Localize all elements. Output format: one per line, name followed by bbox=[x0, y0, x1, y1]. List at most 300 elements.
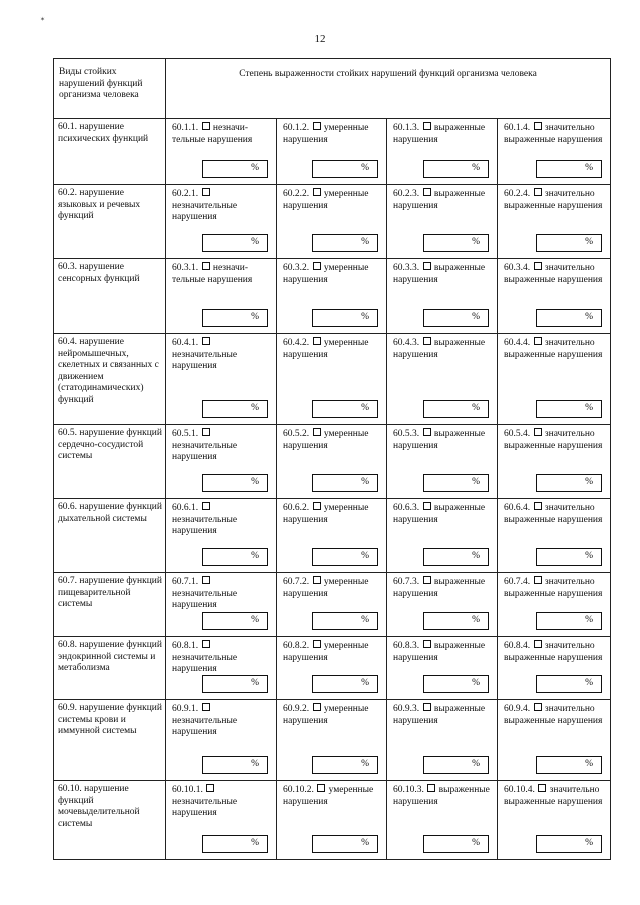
option-text: умеренные нарушения bbox=[283, 577, 369, 599]
option-checkbox[interactable] bbox=[313, 122, 321, 130]
option-code: 60.1.3. bbox=[393, 123, 420, 133]
table-row bbox=[54, 637, 611, 700]
percent-input-box[interactable] bbox=[536, 160, 602, 178]
percent-sign: % bbox=[472, 759, 480, 769]
degree-option-cell bbox=[166, 637, 277, 700]
option-code: 60.9.4. bbox=[504, 704, 531, 714]
degree-option-cell bbox=[498, 573, 611, 637]
table-body bbox=[54, 119, 611, 860]
percent-sign: % bbox=[251, 759, 259, 769]
percent-input-box[interactable] bbox=[202, 612, 268, 630]
option-text: незначительные нарушения bbox=[172, 652, 238, 674]
option-code: 60.9.1. bbox=[172, 704, 199, 714]
percent-sign: % bbox=[361, 678, 369, 688]
degree-option-label bbox=[166, 499, 276, 538]
option-text: незначительные нарушения bbox=[172, 588, 238, 610]
percent-input-box[interactable] bbox=[312, 309, 378, 327]
percent-input-box[interactable] bbox=[202, 675, 268, 693]
percent-sign: % bbox=[251, 477, 259, 487]
percent-input-box[interactable] bbox=[536, 612, 602, 630]
percent-sign: % bbox=[251, 678, 259, 688]
table-row bbox=[54, 700, 611, 781]
percent-sign: % bbox=[361, 163, 369, 173]
degree-option-label bbox=[277, 185, 386, 212]
option-checkbox[interactable] bbox=[202, 703, 210, 711]
degree-option-label bbox=[277, 425, 386, 452]
percent-input-box[interactable] bbox=[423, 548, 489, 566]
degree-option-cell bbox=[166, 425, 277, 499]
option-checkbox[interactable] bbox=[423, 122, 431, 130]
degree-option-label bbox=[387, 700, 497, 727]
option-code: 60.8.2. bbox=[283, 641, 310, 651]
percent-sign: % bbox=[472, 615, 480, 625]
option-checkbox[interactable] bbox=[202, 262, 210, 270]
page-number: 12 bbox=[314, 33, 326, 45]
degree-option-cell bbox=[166, 781, 277, 860]
percent-input-box[interactable] bbox=[423, 675, 489, 693]
degree-option-cell bbox=[166, 334, 277, 425]
degree-option-cell bbox=[387, 185, 498, 259]
option-code: 60.5.4. bbox=[504, 429, 531, 439]
degree-option-label bbox=[387, 573, 497, 600]
option-checkbox[interactable] bbox=[202, 576, 210, 584]
degree-option-label bbox=[387, 499, 497, 526]
option-text: значительно выраженные нарушения bbox=[504, 338, 603, 360]
option-text: значительно выраженные нарушения bbox=[504, 785, 603, 807]
option-checkbox[interactable] bbox=[534, 122, 542, 130]
percent-sign: % bbox=[585, 237, 594, 247]
option-text: значительно выраженные нарушения bbox=[504, 189, 603, 211]
degree-option-label bbox=[498, 185, 610, 212]
degree-option-label bbox=[166, 573, 276, 612]
degree-option-cell bbox=[277, 259, 387, 334]
percent-input-box[interactable] bbox=[312, 675, 378, 693]
option-text: выраженные нарушения bbox=[393, 338, 486, 360]
option-text: умеренные нарушения bbox=[283, 785, 374, 807]
percent-input-box[interactable] bbox=[536, 675, 602, 693]
header-type-cell: Виды стойких нарушений функций организма человека bbox=[54, 59, 166, 119]
option-checkbox[interactable] bbox=[534, 640, 542, 648]
option-text: выраженные нарушения bbox=[393, 189, 486, 211]
function-type-label: 60.8. нарушение функций эндокринной системы и метаболизма bbox=[54, 637, 166, 700]
percent-input-box[interactable] bbox=[423, 474, 489, 492]
option-code: 60.4.2. bbox=[283, 338, 310, 348]
percent-sign: % bbox=[585, 551, 594, 561]
option-code: 60.6.4. bbox=[504, 503, 531, 513]
degree-option-label bbox=[277, 259, 386, 286]
degree-option-label bbox=[166, 781, 276, 820]
option-text: незначительные нарушения bbox=[172, 200, 238, 222]
degree-option-cell bbox=[277, 499, 387, 573]
percent-sign: % bbox=[472, 678, 480, 688]
degree-option-label bbox=[166, 334, 276, 373]
option-code: 60.5.1. bbox=[172, 429, 199, 439]
percent-input-box[interactable] bbox=[536, 548, 602, 566]
option-checkbox[interactable] bbox=[423, 188, 431, 196]
table-row bbox=[54, 425, 611, 499]
percent-sign: % bbox=[472, 312, 480, 322]
option-code: 60.4.3. bbox=[393, 338, 420, 348]
option-text: выраженные нарушения bbox=[393, 785, 490, 807]
degree-option-cell bbox=[277, 781, 387, 860]
degree-option-cell bbox=[498, 637, 611, 700]
option-checkbox[interactable] bbox=[313, 703, 321, 711]
option-text: выраженные нарушения bbox=[393, 263, 486, 285]
percent-input-box[interactable] bbox=[202, 234, 268, 252]
option-code: 60.8.3. bbox=[393, 641, 420, 651]
option-code: 60.4.1. bbox=[172, 338, 199, 348]
degree-option-cell bbox=[166, 499, 277, 573]
option-checkbox[interactable] bbox=[423, 502, 431, 510]
degree-option-cell bbox=[387, 700, 498, 781]
percent-input-box[interactable] bbox=[312, 548, 378, 566]
percent-sign: % bbox=[472, 477, 480, 487]
percent-sign: % bbox=[361, 403, 369, 413]
option-checkbox[interactable] bbox=[202, 188, 210, 196]
option-text: значительно выраженные нарушения bbox=[504, 704, 603, 726]
degree-option-label bbox=[498, 700, 610, 727]
option-text: незначи-тельные нарушения bbox=[172, 263, 253, 285]
degree-option-cell bbox=[498, 259, 611, 334]
option-checkbox[interactable] bbox=[423, 640, 431, 648]
table-row bbox=[54, 334, 611, 425]
option-checkbox[interactable] bbox=[534, 576, 542, 584]
option-checkbox[interactable] bbox=[313, 428, 321, 436]
percent-input-box[interactable] bbox=[202, 835, 268, 853]
option-text: выраженные нарушения bbox=[393, 641, 486, 663]
option-code: 60.8.1. bbox=[172, 641, 199, 651]
percent-input-box[interactable] bbox=[423, 160, 489, 178]
percent-sign: % bbox=[472, 237, 480, 247]
degree-option-label bbox=[498, 499, 610, 526]
degree-option-cell bbox=[498, 499, 611, 573]
degree-option-cell bbox=[387, 499, 498, 573]
percent-sign: % bbox=[472, 838, 480, 848]
percent-input-box[interactable] bbox=[312, 756, 378, 774]
degree-option-cell bbox=[498, 334, 611, 425]
degree-option-cell bbox=[498, 119, 611, 185]
option-checkbox[interactable] bbox=[534, 428, 542, 436]
percent-sign: % bbox=[585, 312, 594, 322]
option-text: значительно выраженные нарушения bbox=[504, 429, 603, 451]
percent-input-box[interactable] bbox=[536, 756, 602, 774]
degree-option-cell bbox=[387, 637, 498, 700]
degree-option-cell bbox=[498, 185, 611, 259]
option-checkbox[interactable] bbox=[313, 640, 321, 648]
degree-option-cell bbox=[277, 637, 387, 700]
option-code: 60.3.2. bbox=[283, 263, 310, 273]
percent-input-box[interactable] bbox=[312, 400, 378, 418]
option-code: 60.3.3. bbox=[393, 263, 420, 273]
degree-option-cell bbox=[166, 119, 277, 185]
percent-sign: % bbox=[361, 759, 369, 769]
option-code: 60.2.2. bbox=[283, 189, 310, 199]
option-text: выраженные нарушения bbox=[393, 577, 486, 599]
option-code: 60.10.1. bbox=[172, 785, 203, 795]
option-text: незначительные нарушения bbox=[172, 796, 238, 818]
option-text: незначительные нарушения bbox=[172, 440, 238, 462]
option-checkbox[interactable] bbox=[423, 262, 431, 270]
function-type-label: 60.10. нарушение функций мочевыделительной системы bbox=[54, 781, 166, 860]
option-checkbox[interactable] bbox=[202, 502, 210, 510]
option-code: 60.7.3. bbox=[393, 577, 420, 587]
option-checkbox[interactable] bbox=[313, 262, 321, 270]
option-code: 60.4.4. bbox=[504, 338, 531, 348]
percent-sign: % bbox=[585, 678, 594, 688]
percent-input-box[interactable] bbox=[202, 474, 268, 492]
degree-option-label bbox=[387, 637, 497, 664]
percent-input-box[interactable] bbox=[202, 160, 268, 178]
function-type-label: 60.7. нарушение функций пищеварительной системы bbox=[54, 573, 166, 637]
option-code: 60.3.4. bbox=[504, 263, 531, 273]
option-checkbox[interactable] bbox=[202, 122, 210, 130]
percent-input-box[interactable] bbox=[536, 835, 602, 853]
option-text: значительно выраженные нарушения bbox=[504, 123, 603, 145]
degree-option-cell bbox=[277, 119, 387, 185]
percent-input-box[interactable] bbox=[202, 548, 268, 566]
option-code: 60.10.3. bbox=[393, 785, 424, 795]
option-text: умеренные нарушения bbox=[283, 338, 369, 360]
table-row bbox=[54, 781, 611, 860]
percent-sign: % bbox=[361, 477, 369, 487]
option-text: незначительные нарушения bbox=[172, 514, 238, 536]
percent-input-box[interactable] bbox=[423, 835, 489, 853]
percent-input-box[interactable] bbox=[536, 400, 602, 418]
percent-sign: % bbox=[472, 551, 480, 561]
function-type-label: 60.4. нарушение нейромышечных, скелетных и связанных с движением (статодинамических) функций bbox=[54, 334, 166, 425]
degree-option-label bbox=[277, 119, 386, 146]
percent-sign: % bbox=[472, 403, 480, 413]
percent-input-box[interactable] bbox=[423, 309, 489, 327]
option-code: 60.10.4. bbox=[504, 785, 535, 795]
degree-option-label bbox=[166, 425, 276, 464]
percent-sign: % bbox=[585, 838, 594, 848]
percent-input-box[interactable] bbox=[423, 756, 489, 774]
option-text: умеренные нарушения bbox=[283, 641, 369, 663]
percent-input-box[interactable] bbox=[423, 612, 489, 630]
percent-sign: % bbox=[251, 237, 259, 247]
function-type-label: 60.2. нарушение языковых и речевых функций bbox=[54, 185, 166, 259]
percent-input-box[interactable] bbox=[312, 474, 378, 492]
option-text: незначительные нарушения bbox=[172, 715, 238, 737]
option-checkbox[interactable] bbox=[534, 188, 542, 196]
option-code: 60.6.1. bbox=[172, 503, 199, 513]
option-code: 60.7.1. bbox=[172, 577, 199, 587]
option-checkbox[interactable] bbox=[313, 337, 321, 345]
option-text: умеренные нарушения bbox=[283, 189, 369, 211]
option-text: выраженные нарушения bbox=[393, 123, 486, 145]
degree-option-cell bbox=[387, 781, 498, 860]
degree-option-label bbox=[387, 119, 497, 146]
percent-sign: % bbox=[361, 551, 369, 561]
option-text: выраженные нарушения bbox=[393, 503, 486, 525]
option-checkbox[interactable] bbox=[206, 784, 214, 792]
option-code: 60.1.1. bbox=[172, 123, 199, 133]
option-text: значительно выраженные нарушения bbox=[504, 503, 603, 525]
degree-option-label bbox=[277, 573, 386, 600]
option-checkbox[interactable] bbox=[313, 502, 321, 510]
percent-sign: % bbox=[251, 551, 259, 561]
percent-sign: % bbox=[585, 163, 594, 173]
degree-option-label bbox=[498, 259, 610, 286]
degree-option-cell bbox=[498, 781, 611, 860]
degree-option-label bbox=[277, 781, 386, 808]
header-degree-cell: Степень выраженности стойких нарушений функций организма человека bbox=[166, 59, 611, 119]
degree-option-label bbox=[498, 637, 610, 664]
option-checkbox[interactable] bbox=[202, 640, 210, 648]
degree-option-label bbox=[166, 700, 276, 739]
degree-option-label bbox=[277, 637, 386, 664]
percent-sign: % bbox=[585, 403, 594, 413]
degree-option-cell bbox=[166, 700, 277, 781]
option-code: 60.10.2. bbox=[283, 785, 314, 795]
degree-option-label bbox=[166, 259, 276, 286]
percent-sign: % bbox=[585, 759, 594, 769]
disability-table bbox=[53, 58, 611, 860]
option-code: 60.5.3. bbox=[393, 429, 420, 439]
option-checkbox[interactable] bbox=[534, 703, 542, 711]
percent-sign: % bbox=[585, 615, 594, 625]
degree-option-cell bbox=[166, 259, 277, 334]
degree-option-cell bbox=[387, 425, 498, 499]
option-text: умеренные нарушения bbox=[283, 123, 369, 145]
degree-option-cell bbox=[277, 425, 387, 499]
function-type-label: 60.5. нарушение функций сердечно-сосудистой системы bbox=[54, 425, 166, 499]
option-checkbox[interactable] bbox=[313, 576, 321, 584]
percent-input-box[interactable] bbox=[312, 160, 378, 178]
option-checkbox[interactable] bbox=[534, 502, 542, 510]
degree-option-cell bbox=[166, 573, 277, 637]
table-row bbox=[54, 119, 611, 185]
degree-option-cell bbox=[387, 334, 498, 425]
option-checkbox[interactable] bbox=[534, 337, 542, 345]
degree-option-cell bbox=[387, 259, 498, 334]
table-header-row bbox=[54, 59, 611, 119]
option-checkbox[interactable] bbox=[202, 337, 210, 345]
option-code: 60.7.2. bbox=[283, 577, 310, 587]
degree-option-cell bbox=[277, 700, 387, 781]
option-text: умеренные нарушения bbox=[283, 429, 369, 451]
option-code: 60.7.4. bbox=[504, 577, 531, 587]
degree-option-label bbox=[387, 781, 497, 808]
table-row bbox=[54, 185, 611, 259]
percent-sign: % bbox=[251, 615, 259, 625]
percent-sign: % bbox=[361, 838, 369, 848]
option-code: 60.6.3. bbox=[393, 503, 420, 513]
option-checkbox[interactable] bbox=[423, 337, 431, 345]
percent-input-box[interactable] bbox=[202, 309, 268, 327]
percent-sign: % bbox=[361, 237, 369, 247]
option-text: незначи-тельные нарушения bbox=[172, 123, 253, 145]
percent-input-box[interactable] bbox=[536, 474, 602, 492]
percent-sign: % bbox=[251, 312, 259, 322]
table-row bbox=[54, 499, 611, 573]
degree-option-label bbox=[166, 637, 276, 676]
option-code: 60.5.2. bbox=[283, 429, 310, 439]
percent-sign: % bbox=[251, 163, 259, 173]
degree-option-label bbox=[498, 573, 610, 600]
degree-option-label bbox=[277, 499, 386, 526]
percent-sign: % bbox=[472, 163, 480, 173]
option-code: 60.1.2. bbox=[283, 123, 310, 133]
table-row bbox=[54, 259, 611, 334]
degree-option-label bbox=[166, 185, 276, 224]
option-code: 60.2.4. bbox=[504, 189, 531, 199]
option-checkbox[interactable] bbox=[202, 428, 210, 436]
degree-option-label bbox=[166, 119, 276, 146]
degree-option-cell bbox=[387, 573, 498, 637]
percent-input-box[interactable] bbox=[423, 234, 489, 252]
option-checkbox[interactable] bbox=[538, 784, 546, 792]
option-text: умеренные нарушения bbox=[283, 263, 369, 285]
degree-option-cell bbox=[277, 185, 387, 259]
percent-input-box[interactable] bbox=[312, 612, 378, 630]
option-code: 60.2.3. bbox=[393, 189, 420, 199]
degree-option-cell bbox=[498, 700, 611, 781]
option-code: 60.6.2. bbox=[283, 503, 310, 513]
percent-sign: % bbox=[361, 615, 369, 625]
degree-option-cell bbox=[166, 185, 277, 259]
percent-input-box[interactable] bbox=[202, 756, 268, 774]
degree-option-label bbox=[387, 259, 497, 286]
function-type-label: 60.1. нарушение психических функций bbox=[54, 119, 166, 185]
option-text: значительно выраженные нарушения bbox=[504, 263, 603, 285]
function-type-label: 60.6. нарушение функций дыхательной системы bbox=[54, 499, 166, 573]
option-code: 60.3.1. bbox=[172, 263, 199, 273]
degree-option-label bbox=[498, 425, 610, 452]
percent-sign: % bbox=[251, 838, 259, 848]
option-checkbox[interactable] bbox=[534, 262, 542, 270]
option-checkbox[interactable] bbox=[423, 703, 431, 711]
option-text: значительно выраженные нарушения bbox=[504, 577, 603, 599]
option-text: выраженные нарушения bbox=[393, 429, 486, 451]
percent-input-box[interactable] bbox=[312, 234, 378, 252]
option-code: 60.9.2. bbox=[283, 704, 310, 714]
option-code: 60.1.4. bbox=[504, 123, 531, 133]
percent-sign: % bbox=[251, 403, 259, 413]
option-text: значительно выраженные нарушения bbox=[504, 641, 603, 663]
degree-option-cell bbox=[387, 119, 498, 185]
option-checkbox[interactable] bbox=[423, 576, 431, 584]
option-code: 60.9.3. bbox=[393, 704, 420, 714]
degree-option-label bbox=[498, 781, 610, 808]
percent-sign: % bbox=[585, 477, 594, 487]
option-checkbox[interactable] bbox=[427, 784, 435, 792]
option-text: умеренные нарушения bbox=[283, 503, 369, 525]
option-checkbox[interactable] bbox=[313, 188, 321, 196]
degree-option-label bbox=[387, 334, 497, 361]
scan-mark: ✶ bbox=[40, 17, 46, 23]
degree-option-label bbox=[498, 334, 610, 361]
degree-option-label bbox=[498, 119, 610, 146]
percent-input-box[interactable] bbox=[312, 835, 378, 853]
degree-option-cell bbox=[277, 334, 387, 425]
degree-option-label bbox=[277, 700, 386, 727]
percent-input-box[interactable] bbox=[536, 309, 602, 327]
degree-option-cell bbox=[498, 425, 611, 499]
percent-input-box[interactable] bbox=[423, 400, 489, 418]
degree-option-cell bbox=[277, 573, 387, 637]
option-checkbox[interactable] bbox=[423, 428, 431, 436]
option-checkbox[interactable] bbox=[317, 784, 325, 792]
degree-option-label bbox=[387, 185, 497, 212]
table-row bbox=[54, 573, 611, 637]
percent-sign: % bbox=[361, 312, 369, 322]
option-text: выраженные нарушения bbox=[393, 704, 486, 726]
percent-input-box[interactable] bbox=[202, 400, 268, 418]
function-type-label: 60.3. нарушение сенсорных функций bbox=[54, 259, 166, 334]
percent-input-box[interactable] bbox=[536, 234, 602, 252]
